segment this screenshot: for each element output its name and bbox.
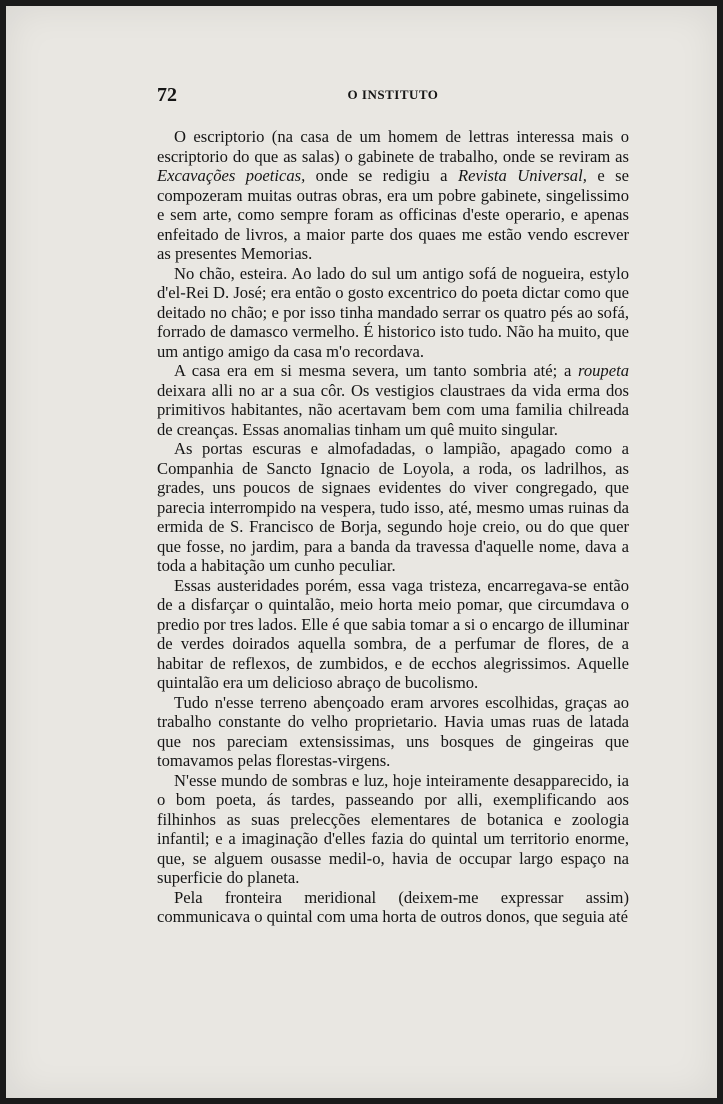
title-revista-universal: Revista Universal, <box>457 166 587 185</box>
running-title: O INSTITUTO <box>347 87 439 102</box>
paragraph-7: N'esse mundo de sombras e luz, hoje inteiramente desapparecido, ia o bom poeta, ás tardes, passeando por alli, exemplificando aos filhinhos as suas prelecções elementares de botanica e zoologia infantil; e a imaginação d'elles fazia do quintal um territorio enorme, que, se alguem ousasse medil-o, havia de occupar largo espaço na superficie do planeta. <box>157 770 629 887</box>
page-header <box>157 84 629 108</box>
body-text <box>157 127 629 927</box>
page-number: 72 <box>157 84 177 106</box>
paragraph-3: A casa era em si mesma severa, um tanto sombria até; a roupeta deixara alli no ar a sua côr. Os vestigios claustraes da vida erma dos primitivos habitantes, não acertavam bem com uma familia chilreada de creanças. Essas anomalias tinham um quê muito singular. <box>157 361 629 439</box>
paragraph-2: No chão, esteira. Ao lado do sul um antigo sofá de nogueira, estylo d'el-Rei D. José; era então o gosto excentrico do poeta dictar como que deitado no chão; e por isso tinha mandado serrar os quatro pés ao sofá, forrado de damasco vermelho. É historico isto tudo. Não ha muito, que um antigo amigo da casa m'o recordava. <box>157 263 629 361</box>
paragraph-8: Pela fronteira meridional (deixem-me expressar assim) communicava o quintal com uma horta de outros donos, que seguia até <box>157 887 629 926</box>
paragraph-6: Tudo n'esse terreno abençoado eram arvores escolhidas, graças ao trabalho constante do velho proprietario. Havia umas ruas de latada que nos pareciam extensissimas, uns bosques de gingeiras que tomavamos pelas florestas-virgens. <box>157 692 629 770</box>
word-roupeta: roupeta <box>577 361 629 380</box>
paragraph-5: Essas austeridades porém, essa vaga tristeza, encarregava-se então de a disfarçar o quintalão, meio horta meio pomar, que circumdava o predio por tres lados. Elle é que sabia tomar a si o encargo de illuminar de verdes doirados aquella sombra, de a perfumar de flores, de a habitar de reflexos, de zumbidos, e de ecchos alegrissimos. Aquelle quintalão era um delicioso abraço de bucolismo. <box>157 575 630 692</box>
paragraph-4: As portas escuras e almofadadas, o lampião, apagado como a Companhia de Sancto Ignacio de Loyola, a roda, os ladrilhos, as grades, uns poucos de signaes evidentes do viver congregado, que parecia interrompido na vespera, tudo isso, até, mesmo umas ruinas da ermida de S. Francisco de Borja, segundo hoje creio, ou do que quer que fosse, no jardim, para a banda da travessa d'aquelle nome, dava a toda a habitação um cunho peculiar. <box>157 439 629 575</box>
paragraph-1: O escriptorio (na casa de um homem de lettras interessa mais o escriptorio do que as salas) o gabinete de trabalho, onde se reviram as Excavações poeticas, onde se redigiu a Revista Universal, e se compozeram muitas outras obras, era um pobre gabinete, singelissimo e sem arte, como sempre foram as officinas d'este operario, e apenas enfeitado de livros, a maior parte dos quaes me estão vendo escrever as presentes Memorias. <box>157 127 629 263</box>
title-excavacoes: Excavações poeticas, <box>157 166 306 185</box>
